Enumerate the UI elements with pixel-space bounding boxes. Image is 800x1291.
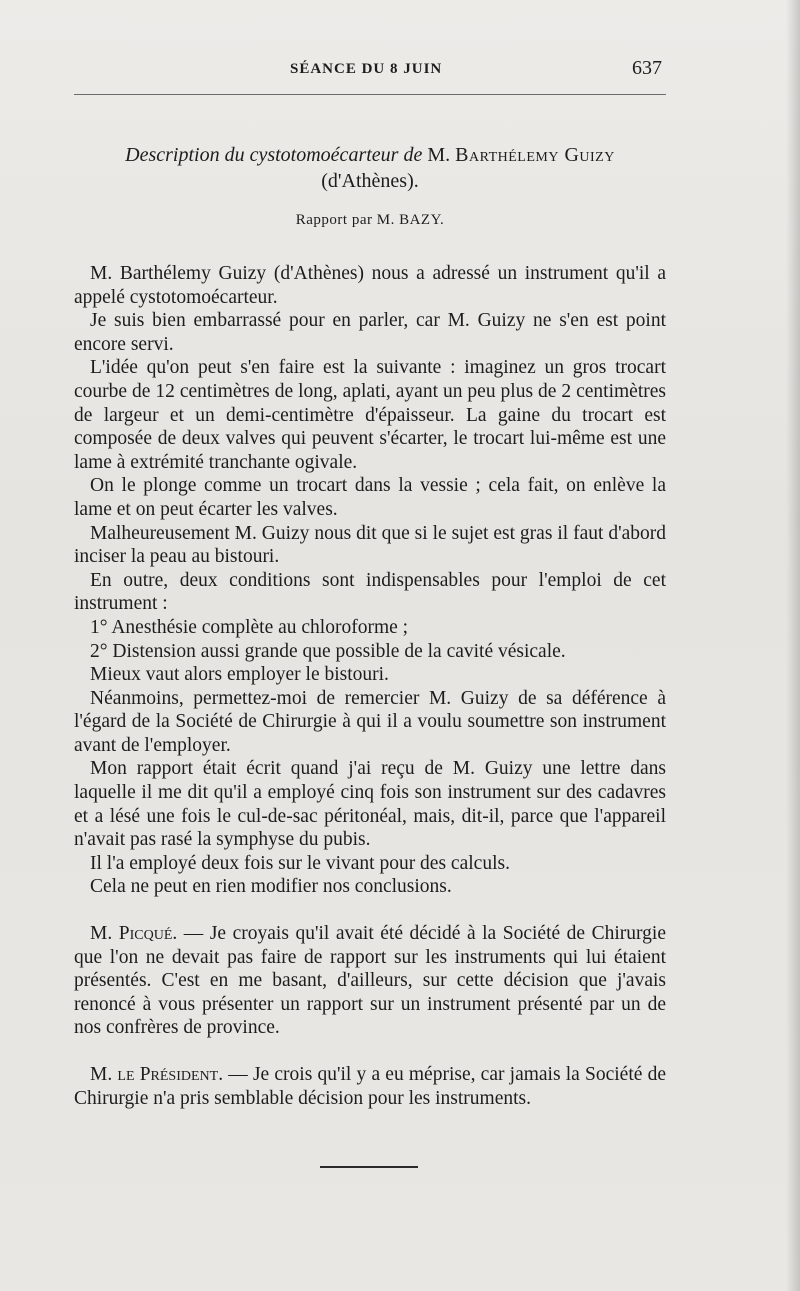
title-line-1 <box>74 142 666 168</box>
paragraph: M. Barthélemy Guizy (d'Athènes) nous a adressé un instrument qu'il a appelé cystotomoécarteur. <box>74 263 666 308</box>
end-rule <box>320 1166 418 1168</box>
title-author-name: Barthélemy Guizy <box>455 144 615 166</box>
paragraph: En outre, deux conditions sont indispensables pour l'emploi de cet instrument : <box>74 569 666 615</box>
paragraph: Cela ne peut en rien modifier nos conclusions. <box>90 876 452 898</box>
paragraph: Il l'a employé deux fois sur le vivant pour des calculs. <box>90 852 510 874</box>
paragraph: On le plonge comme un trocart dans la vessie ; cela fait, on enlève la lame et on peut écarter les valves. <box>74 475 666 520</box>
intervention-president <box>74 1063 666 1110</box>
article-title <box>74 142 666 194</box>
paragraph: Malheureusement M. Guizy nous dit que si le sujet est gras il faut d'abord inciser la peau au bistouri. <box>74 522 666 568</box>
page-number: 637 <box>632 57 662 79</box>
speaker-name: M. Picqué. <box>90 923 178 945</box>
paragraph: Je suis bien embarrassé pour en parler, car M. Guizy ne s'en est point encore servi. <box>74 310 666 355</box>
intervention-text: — Je croyais qu'il avait été décidé à la Société de Chirurgie que l'on ne devait pas faire de rapport sur les instruments qui lui étaient présentés. C'est en me basant, d'ailleurs, sur cette décision que j'avais renoncé à vous présenter un rapport sur un instrument présenté par un de nos confrères de province. <box>74 923 666 1039</box>
running-title: SÉANCE DU 8 JUIN <box>290 61 443 77</box>
paragraph: 2° Distension aussi grande que possible de la cavité vésicale. <box>90 640 566 662</box>
header-rule <box>74 94 666 95</box>
paragraph: Mon rapport était écrit quand j'ai reçu de M. Guizy une lettre dans laquelle il me dit qu'il a employé cinq fois son instrument sur des cadavres et a lésé une fois le cul-de-sac péritonéal, mais, dit-il, parce que l'appareil n'avait pas rasé la symphyse du pubis. <box>74 758 666 851</box>
speaker-name: M. le Président. <box>90 1064 224 1085</box>
article-body <box>74 262 666 1110</box>
title-author-prefix: M. <box>427 144 451 166</box>
paragraph: 1° Anesthésie complète au chloroforme ; <box>90 616 409 638</box>
report-by: Rapport par M. BAZY. <box>295 212 445 228</box>
paragraph: L'idée qu'on peut s'en faire est la suivante : imaginez un gros trocart courbe de 12 centimètres de long, aplati, ayant un peu plus de 2 centimètres de largeur et un demi-centimètre d'épaisseur. La gaine du trocart est composée de deux valves qui peuvent s'écarter, le trocart lui-même est une lame à extrémité tranchante ogivale. <box>74 357 666 473</box>
title-origin: (d'Athènes). <box>321 170 419 192</box>
title-italic: Description du cystotomoécarteur <box>125 144 399 166</box>
intervention-text: — Je crois qu'il y a eu méprise, car jamais la Société de Chirurgie n'a pris semblable décision pour les instruments. <box>74 1064 666 1109</box>
title-de: de <box>403 144 423 166</box>
intervention-picque <box>74 922 666 1040</box>
running-head <box>0 55 800 85</box>
page-edge-shadow <box>786 0 800 1291</box>
paragraph: Mieux vaut alors employer le bistouri. <box>90 664 389 686</box>
paragraph: Néanmoins, permettez-moi de remercier M. Guizy de sa déférence à l'égard de la Société de Chirurgie à qui il a voulu soumettre son instrument avant de l'employer. <box>74 687 666 756</box>
